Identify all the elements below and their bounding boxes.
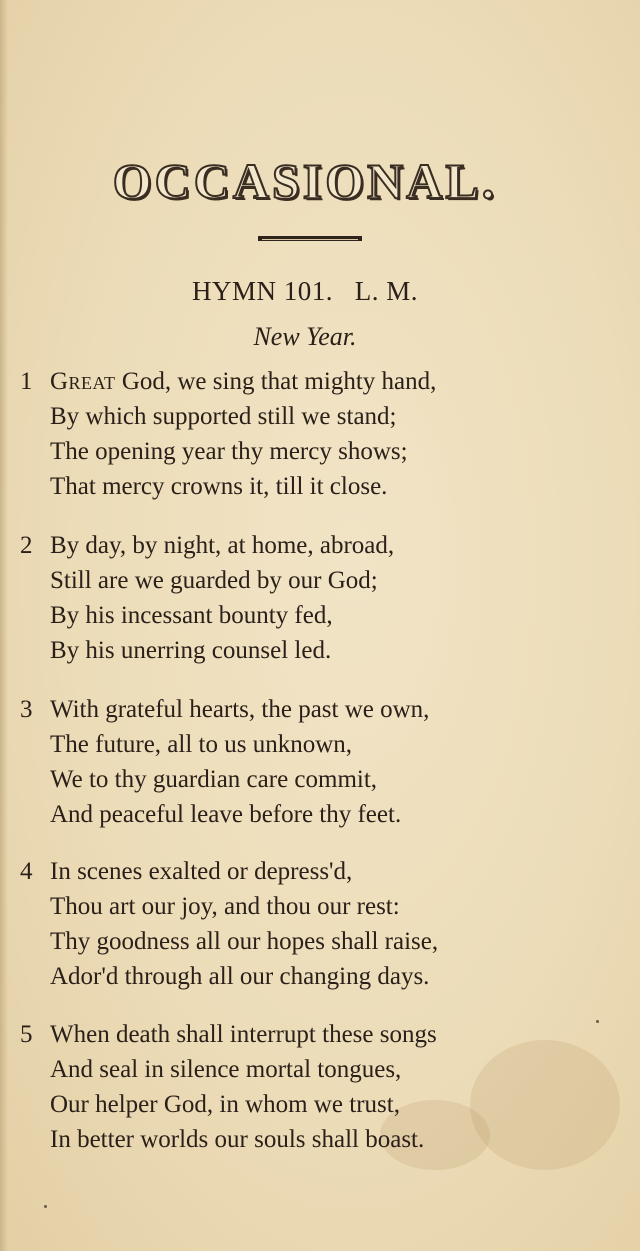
stanza-line-text: And seal in silence mortal tongues, bbox=[50, 1056, 402, 1083]
stanza-line bbox=[20, 1052, 620, 1087]
stanza-line bbox=[20, 598, 620, 633]
hymn-heading: HYMN 101. L. M. bbox=[191, 276, 418, 306]
stanza-line bbox=[20, 762, 620, 797]
stanza-line bbox=[20, 1122, 620, 1157]
stanza-line bbox=[20, 1087, 620, 1122]
stanza-line-text: In scenes exalted or depress'd, bbox=[50, 858, 353, 885]
stanza-line-text: That mercy crowns it, till it close. bbox=[50, 473, 388, 500]
stanza-line bbox=[20, 633, 620, 668]
stanza-line-text: The opening year thy mercy shows; bbox=[50, 438, 408, 465]
hymn-subtitle: New Year. bbox=[253, 322, 357, 351]
stanza-line-text bbox=[50, 364, 436, 399]
first-line-rest: God, we sing that mighty hand, bbox=[115, 368, 437, 395]
stanza-number: 2 bbox=[20, 532, 33, 559]
stanza-line bbox=[20, 959, 620, 994]
stanza-line bbox=[20, 797, 620, 832]
stanza-number: 4 bbox=[20, 858, 33, 885]
stanza-line bbox=[20, 434, 620, 469]
stanza-line-text: We to thy guardian care commit, bbox=[50, 766, 378, 793]
stanza-line bbox=[20, 469, 620, 504]
stanza-line-text: By his incessant bounty fed, bbox=[50, 602, 333, 629]
stanza-line-text: By which supported still we stand; bbox=[50, 403, 397, 430]
stanza-line bbox=[20, 364, 620, 399]
stanza-4 bbox=[20, 854, 620, 994]
stanza-3 bbox=[20, 692, 620, 832]
stanza-number: 3 bbox=[20, 696, 33, 723]
stanza-line-text: In better worlds our souls shall boast. bbox=[50, 1126, 425, 1153]
stanza-line bbox=[20, 727, 620, 762]
stanza-line-text: With grateful hearts, the past we own, bbox=[50, 696, 430, 723]
ink-speck bbox=[44, 1205, 47, 1208]
stanza-line-text: Still are we guarded by our God; bbox=[50, 567, 378, 594]
stanza-line-text: Ador'd through all our changing days. bbox=[50, 963, 430, 990]
stanza-number: 5 bbox=[20, 1021, 33, 1048]
stanza-line bbox=[20, 563, 620, 598]
stanza-5 bbox=[20, 1017, 620, 1157]
stanza-line bbox=[20, 1017, 620, 1052]
stanza-line-text: When death shall interrupt these songs bbox=[50, 1021, 437, 1048]
stanza-line bbox=[20, 399, 620, 434]
stanza-number: 1 bbox=[20, 368, 33, 395]
stanza-line bbox=[20, 854, 620, 889]
stanza-1 bbox=[20, 364, 620, 504]
stanza-line-text: Thou art our joy, and thou our rest: bbox=[50, 893, 400, 920]
stanza-line bbox=[20, 924, 620, 959]
stanza-line-text: Our helper God, in whom we trust, bbox=[50, 1091, 400, 1118]
stanza-2 bbox=[20, 528, 620, 668]
stanza-line-text: The future, all to us unknown, bbox=[50, 731, 353, 758]
stanza-line-text: By his unerring counsel led. bbox=[50, 637, 332, 664]
first-word: Great bbox=[50, 368, 116, 395]
stanza-line-text: By day, by night, at home, abroad, bbox=[50, 532, 395, 559]
stanza-line bbox=[20, 528, 620, 563]
stanza-line bbox=[20, 692, 620, 727]
ornamental-rule-inner bbox=[262, 239, 358, 240]
stanza-line bbox=[20, 889, 620, 924]
section-title: OCCASIONAL. bbox=[112, 153, 498, 209]
stanza-line-text: And peaceful leave before thy feet. bbox=[50, 801, 402, 828]
stanza-line-text: Thy goodness all our hopes shall raise, bbox=[50, 928, 439, 955]
